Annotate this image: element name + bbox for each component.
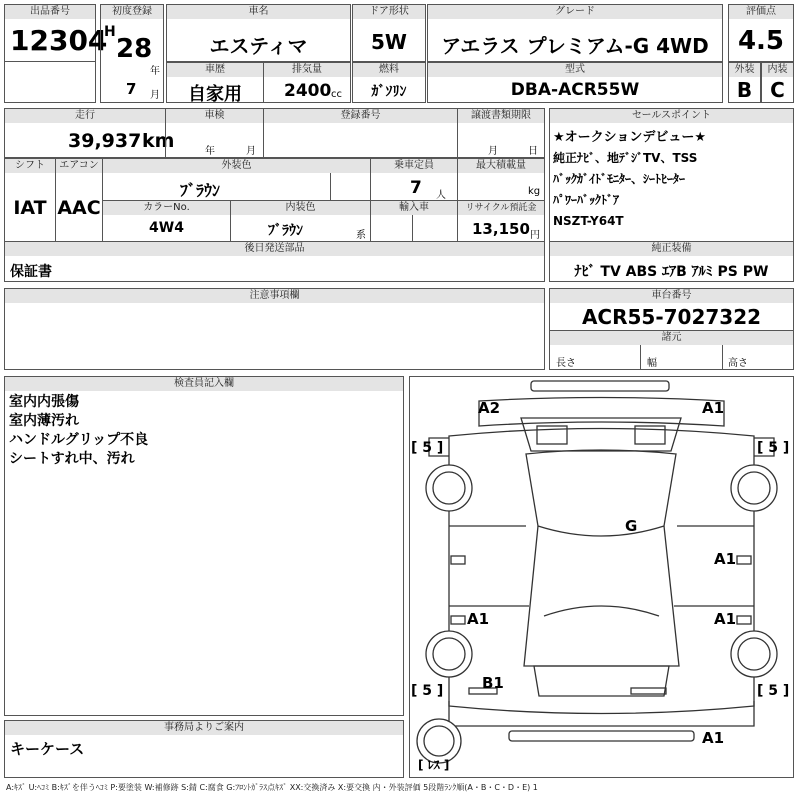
sales-points-label: セールスポイント [550,109,793,123]
shift-value: IAT [13,197,47,219]
recycle-label: リサイクル預託金 [458,201,544,215]
model-code-label: 型式 [428,63,722,77]
lot-number: 12304 [10,24,108,57]
interior-color-unit: 系 [356,230,366,241]
dimension-length: 長さ [556,358,576,369]
color-no-value: 4W4 [149,220,184,236]
interior-color-label: 内装色 [231,201,370,215]
damage-mark-a1-right-door: A1 [714,550,737,568]
door-label: ドア形状 [353,5,425,19]
exterior-color-value: ﾌﾞﾗｳﾝ [180,181,221,200]
first-reg-label: 初度登録 [101,5,163,19]
inspector-line: ハンドルグリップ不良 [9,432,149,448]
spare-tire: [ ﾚｽ ] [418,758,450,772]
score-value: 4.5 [737,26,785,56]
displacement-value: 2400 [284,81,332,101]
transfer-month-unit: 月 [488,146,498,157]
office-label: 事務局よりご案内 [5,721,403,735]
capacity-label: 乗車定員 [371,159,457,173]
transfer-day-unit: 日 [528,146,538,157]
color-no-label: カラーNo. [103,201,230,215]
first-reg-year: 28 [116,34,153,64]
inspector-line: 室内内張傷 [9,394,79,410]
inspection-year-unit: 年 [205,146,215,157]
interior-grade-value: C [770,78,785,102]
first-reg-month: 7 [126,80,137,98]
tire-rear-left: [ 5 ] [411,683,444,699]
inspector-label: 検査員記入欄 [5,377,403,391]
capacity-value: 7 [410,178,422,198]
mileage-unit: km [142,130,175,152]
legend: A:ｷｽﾞ U:ﾍｺﾐ B:ｷｽﾞを伴うﾍｺﾐ P:要塗装 W:補修跡 S:錆 C:腐食 G:ﾌﾛﾝﾄｶﾞﾗｽ点ｷｽﾞ XX:交換済み X:要交換 内・外装評価 5段階ﾗﾝｸ順(A・B・C・D・E) 1 [6,783,538,792]
sales-points-list [553,127,706,232]
first-reg-era: H [104,24,116,40]
sales-point-line: ﾊﾟﾜｰﾊﾞｯｸﾄﾞｱ [553,193,620,207]
damage-mark-b1: B1 [482,674,504,692]
door-value: 5W [371,30,407,54]
equipment-value: ﾅﾋﾞ TV ABS ｴｱB ｱﾙﾐ PS PW [574,264,769,280]
first-reg-year-unit: 年 [150,66,160,77]
inspector-line: シートすれ中、汚れ [9,451,135,467]
displacement-label: 排気量 [264,63,350,77]
mileage-label: 走行 [5,109,165,123]
aircon-value: AAC [57,197,101,219]
dimension-height: 高さ [728,358,748,369]
damage-mark-a1-left-rear: A1 [467,610,490,628]
car-name: エスティマ [209,34,308,58]
sales-point-line: ﾊﾞｯｸｶﾞｲﾄﾞﾓﾆﾀｰ、ｼｰﾄﾋｰﾀｰ [553,172,686,186]
shift-label: シフト [5,159,55,173]
tire-front-right: [ 5 ] [757,440,790,456]
import-label: 輸入車 [371,201,457,215]
damage-mark-g: G [625,517,638,535]
divider [412,215,413,242]
inspector-list [9,393,148,469]
history-label: 車歴 [167,63,263,77]
transfer-label: 譲渡書類期限 [458,109,544,123]
notes-label: 注意事項欄 [5,289,544,303]
sales-point-line: NSZT-Y64T [553,214,624,228]
first-reg-month-unit: 月 [150,90,160,101]
sales-point-line: 純正ﾅﾋﾞ、地ﾃﾞｼﾞTV、TSS [553,151,698,165]
grade-label: グレード [428,5,722,19]
divider [640,345,641,370]
car-outline [409,376,794,778]
damage-mark-a1-rear: A1 [702,729,725,747]
fuel-value: ｶﾞｿﾘﾝ [371,84,407,100]
equipment-label: 純正装備 [550,242,793,256]
displacement-unit: cc [331,89,342,100]
aircon-label: エアコン [56,159,102,173]
inspector-line: 室内薄汚れ [9,413,79,429]
fuel-label: 燃料 [353,63,425,77]
tire-front-left: [ 5 ] [411,440,444,456]
damage-mark-a1-right-rear: A1 [714,610,737,628]
interior-grade-label: 内装 [762,63,793,77]
score-label: 評価点 [729,5,793,19]
exterior-grade-value: B [736,78,753,102]
damage-mark-a1-front-right: A1 [702,399,725,417]
max-load-label: 最大積載量 [458,159,544,173]
car-name-label: 車名 [167,5,350,19]
history-value: 自家用 [188,84,242,105]
sales-point-line: ★オークションデビュー★ [553,130,707,145]
interior-color-value: ﾌﾞﾗｳﾝ [268,223,303,239]
office-value: キーケース [10,740,85,758]
inspection-month-unit: 月 [246,146,256,157]
exterior-color-label: 外装色 [103,159,370,173]
later-items-label: 後日発送部品 [5,242,544,256]
model-code-value: DBA-ACR55W [510,80,640,100]
max-load-unit: kg [528,186,541,197]
divider [722,345,723,370]
lot-label: 出品番号 [5,5,95,19]
grade-value: アエラス プレミアム-G 4WD [441,34,709,58]
divider [330,173,331,201]
reg-number-label: 登録番号 [264,109,457,123]
lot-box-lower [4,61,96,103]
tire-rear-right: [ 5 ] [757,683,790,699]
exterior-grade-label: 外装 [729,63,760,77]
dimension-width: 幅 [647,358,657,369]
chassis-value: ACR55-7027322 [581,305,762,329]
recycle-unit: 円 [530,230,540,241]
inspection-label: 車検 [166,109,263,123]
dimensions-label: 諸元 [550,331,793,345]
recycle-value: 13,150 [472,220,530,238]
damage-mark-a2: A2 [478,399,501,417]
later-items-value: 保証書 [10,264,52,280]
capacity-unit: 人 [436,190,446,201]
mileage-value: 39,937 [68,130,142,152]
chassis-label: 車台番号 [550,289,793,303]
